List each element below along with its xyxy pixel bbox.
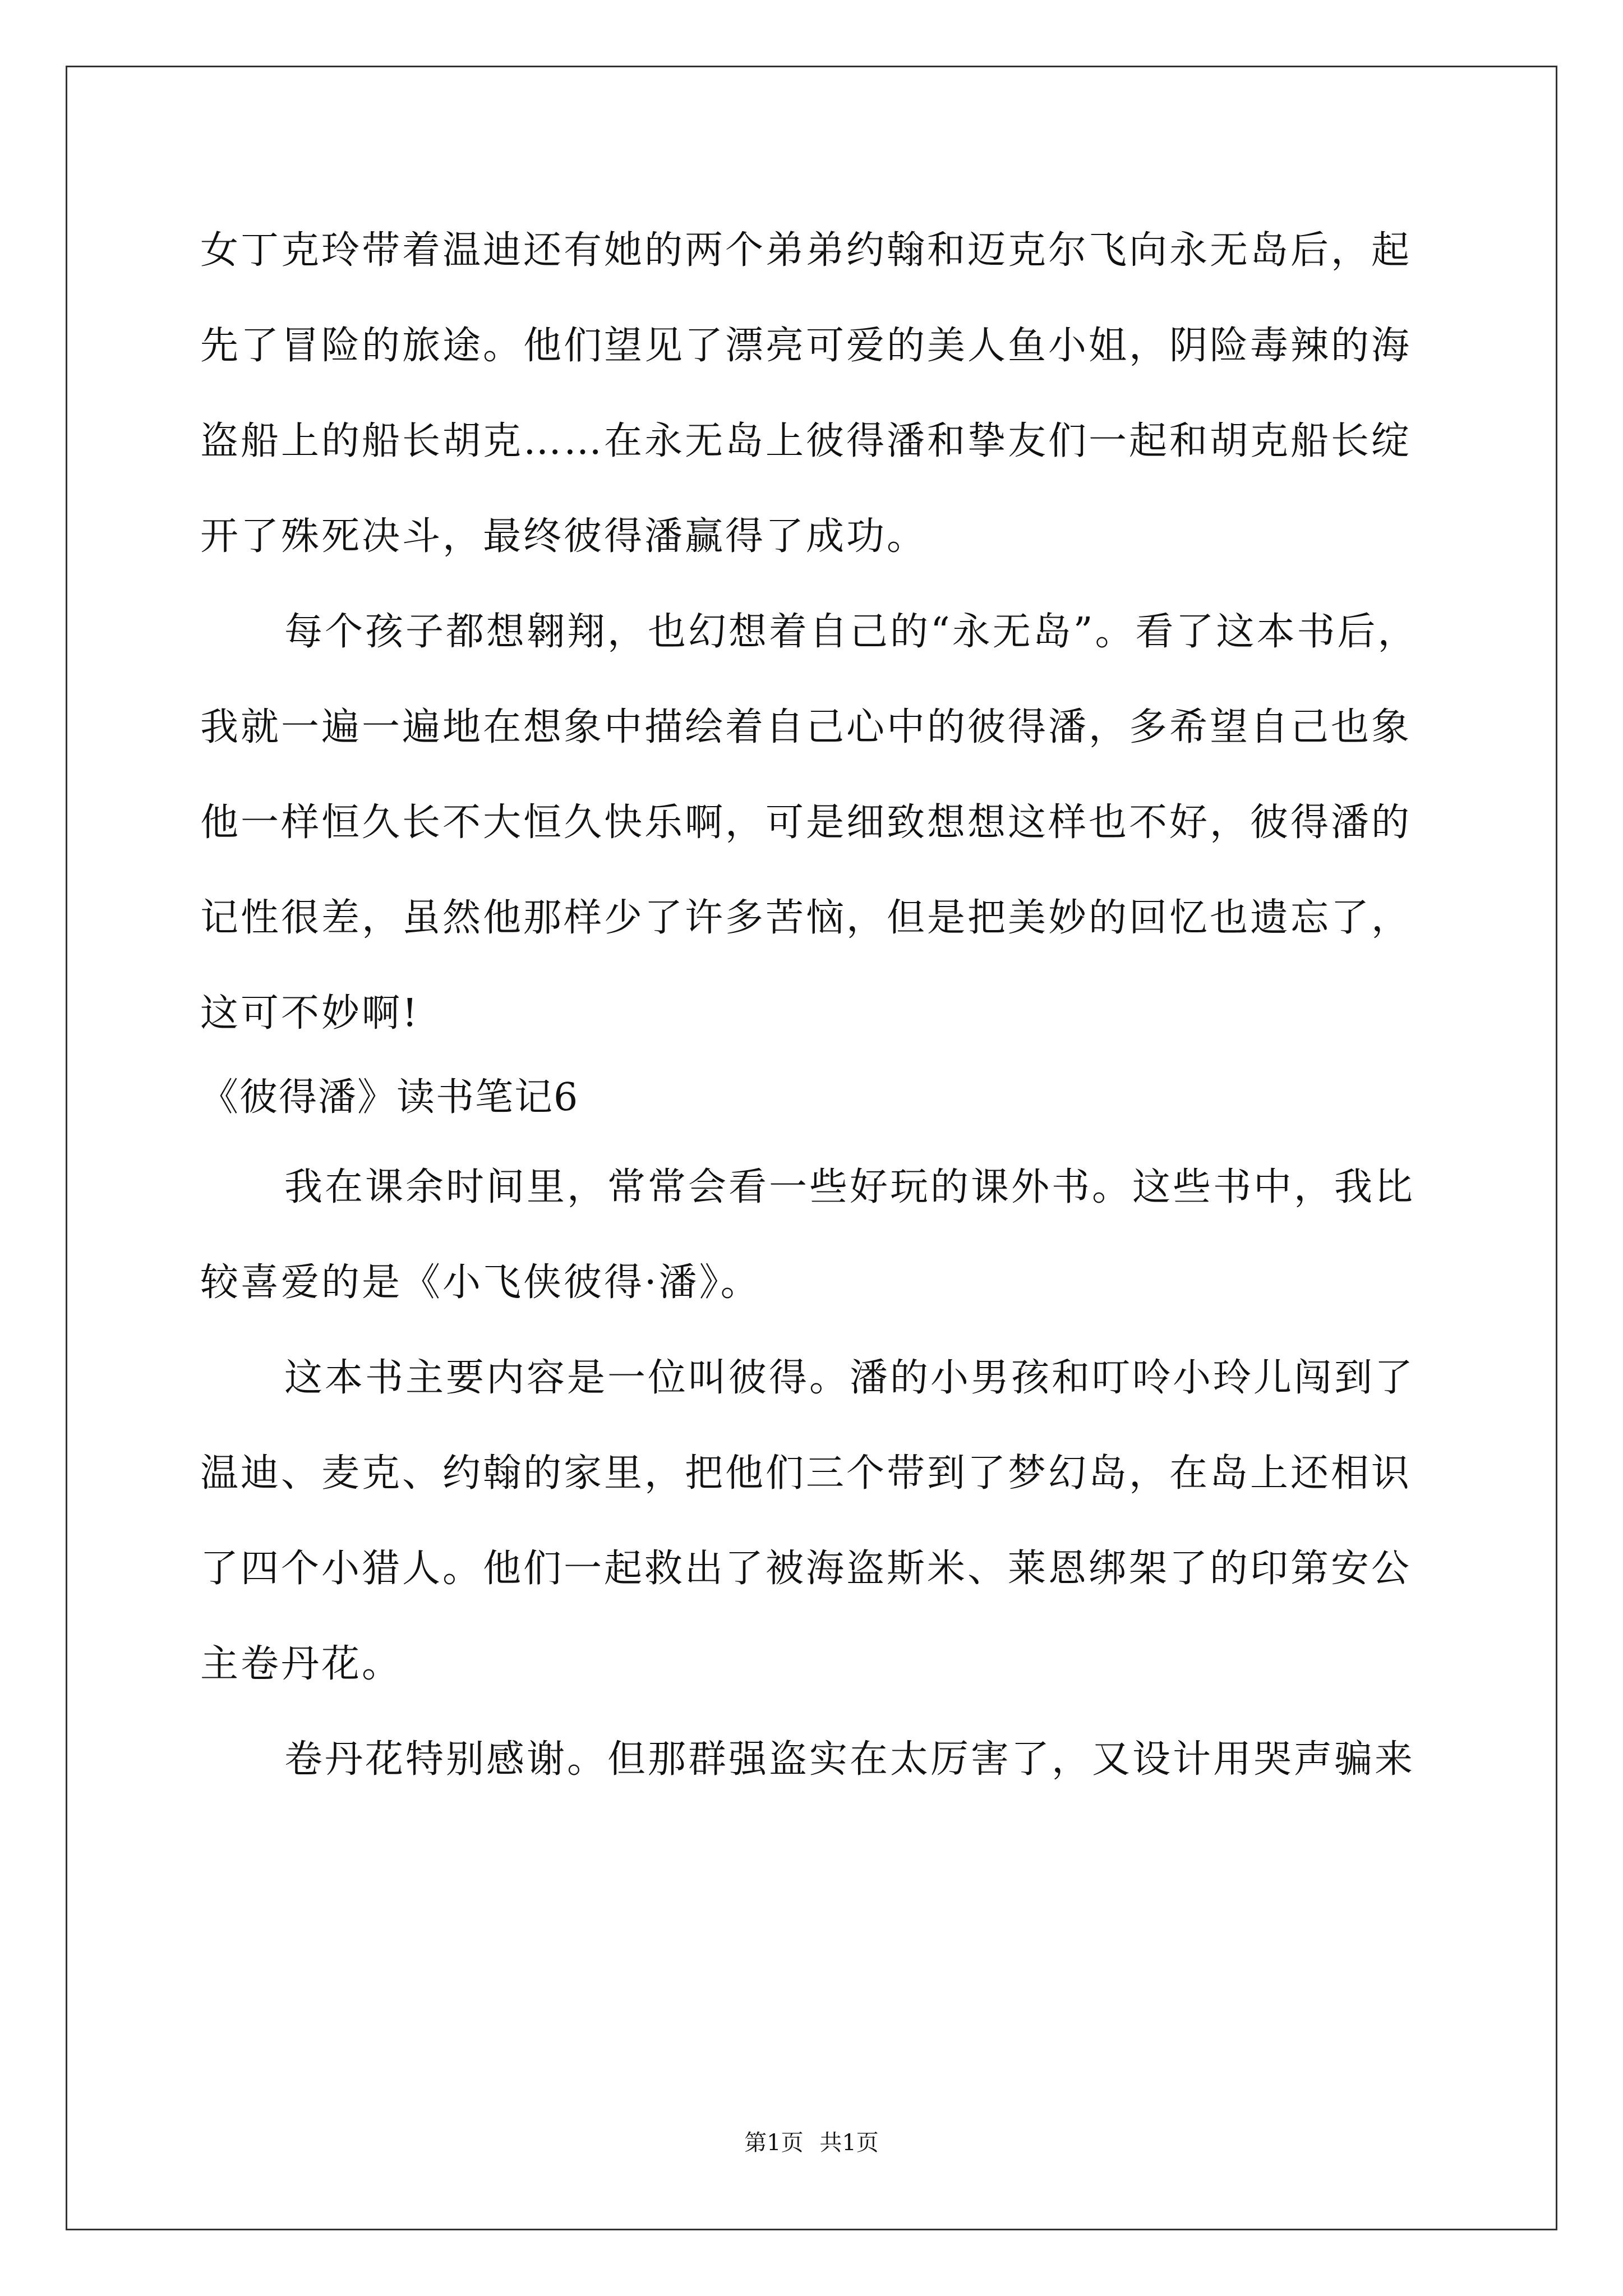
text-line: 较喜爱的是《小飞侠彼得·潘》。 <box>200 1260 761 1305</box>
page-footer <box>0 2132 1623 2154</box>
text-line: 先了冒险的旅途。他们望见了漂亮可爱的美人鱼小姐，阴险毒辣的海 <box>200 324 1412 368</box>
text-line: 温迪、麦克、约翰的家里，把他们三个带到了梦幻岛，在岛上还相识 <box>200 1451 1412 1496</box>
section-heading: 《彼得潘》读书笔记6 <box>200 1075 579 1120</box>
text-line: 盗船上的船长胡克……在永无岛上彼得潘和挚友们一起和胡克船长绽 <box>200 419 1412 463</box>
paragraph-start: 每个孩子都想翱翔，也幻想着自己的“永无岛”。看了这本书后， <box>284 610 1418 654</box>
page-total: 共1页 <box>819 2130 879 2156</box>
text-line: 我就一遍一遍地在想象中描绘着自己心中的彼得潘，多希望自己也象 <box>200 705 1412 749</box>
paragraph-start: 我在课余时间里，常常会看一些好玩的课外书。这些书中，我比 <box>284 1165 1415 1209</box>
text-line: 记性很差，虽然他那样少了许多苦恼，但是把美妙的回忆也遗忘了， <box>200 896 1412 940</box>
text-line: 了四个小猎人。他们一起救出了被海盗斯米、莱恩绑架了的印第安公 <box>200 1547 1412 1591</box>
text-line: 主卷丹花。 <box>200 1642 403 1686</box>
page-border <box>66 66 1557 2230</box>
paragraph-start: 卷丹花特别感谢。但那群强盗实在太厉害了，又设计用哭声骗来 <box>284 1737 1415 1782</box>
text-line: 他一样恒久长不大恒久快乐啊，可是细致想想这样也不好，彼得潘的 <box>200 800 1412 845</box>
text-line: 女丁克玲带着温迪还有她的两个弟弟约翰和迈克尔飞向永无岛后，起 <box>200 228 1412 273</box>
text-line: 开了殊死决斗，最终彼得潘赢得了成功。 <box>200 514 928 559</box>
paragraph-start: 这本书主要内容是一位叫彼得。潘的小男孩和叮呤小玲儿闯到了 <box>284 1356 1415 1400</box>
page-number: 第1页 <box>744 2130 804 2156</box>
text-line: 这可不妙啊! <box>200 991 420 1036</box>
